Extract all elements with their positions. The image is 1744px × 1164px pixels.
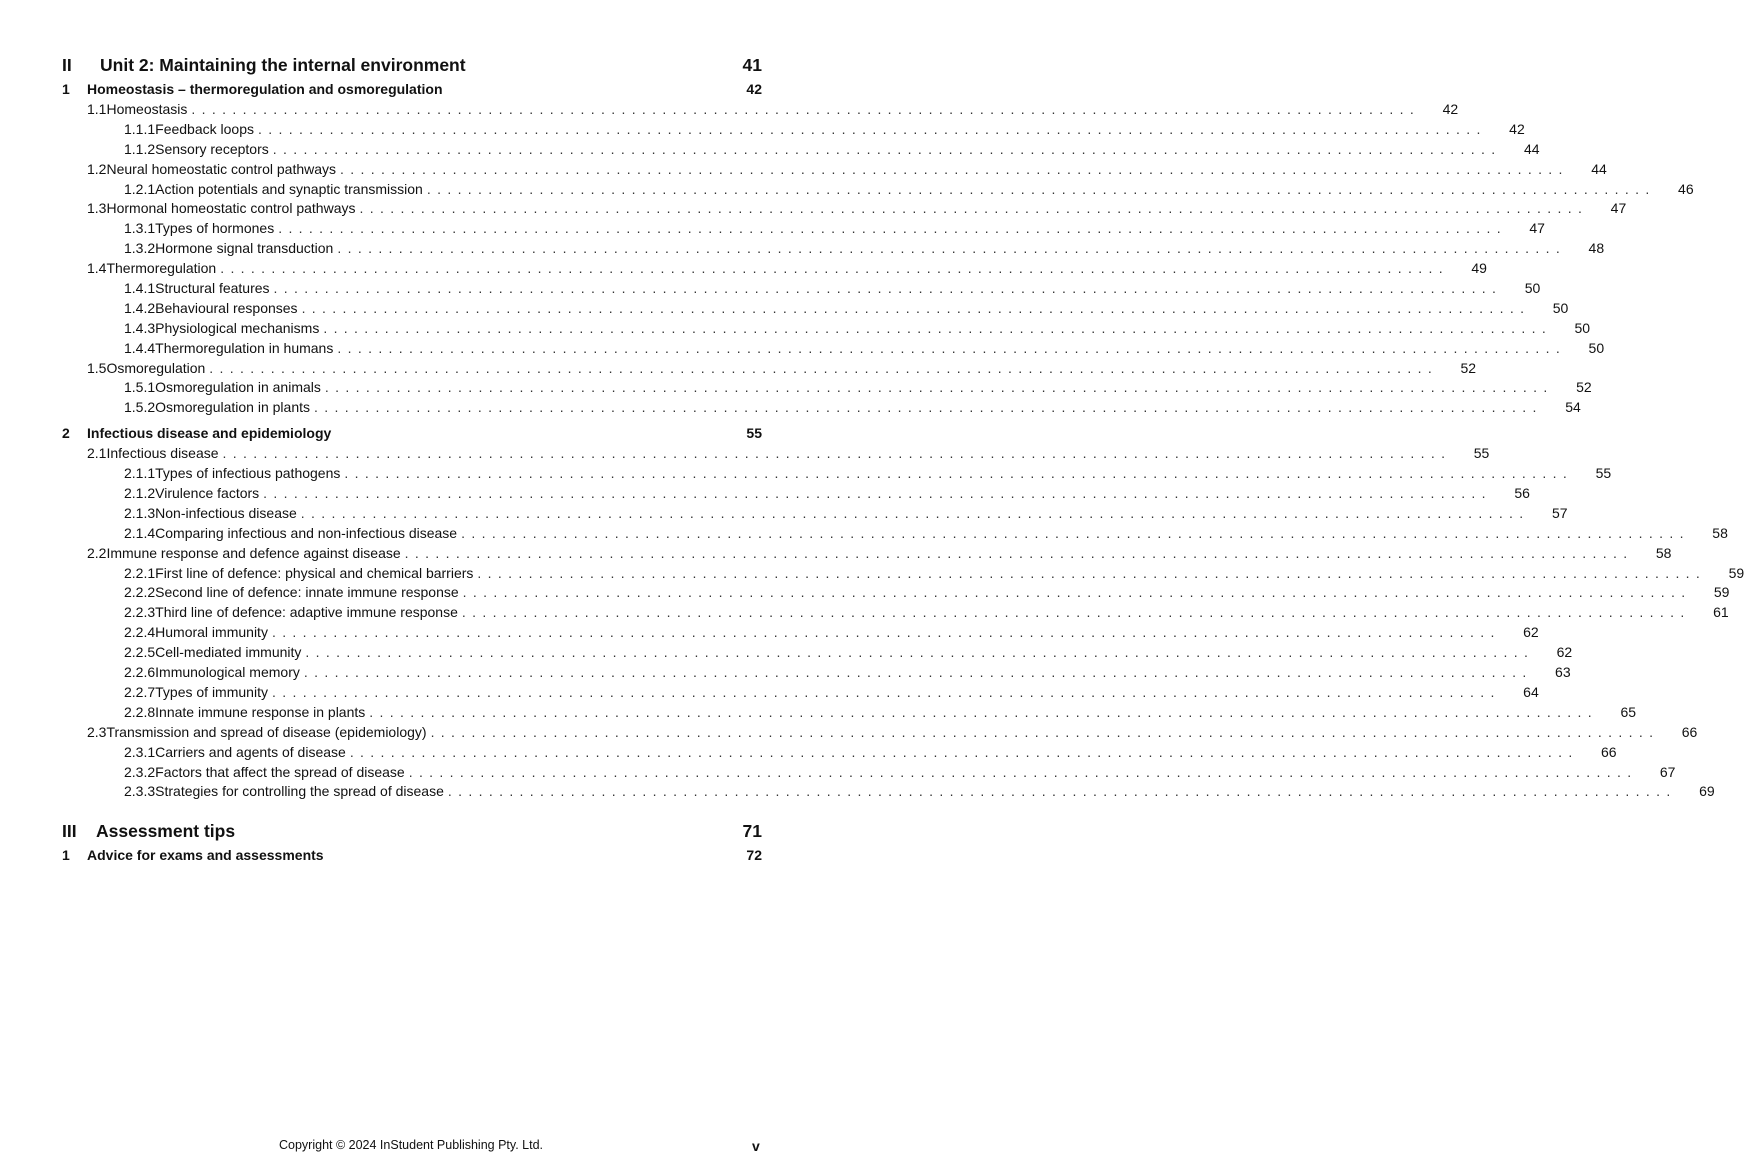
toc-entry-title: Virulence factors <box>155 485 260 502</box>
toc-entry-page: 63 <box>1555 664 1571 681</box>
toc-entry-page: 59 <box>1713 584 1730 601</box>
toc-entry-number: 1.3 <box>87 200 107 217</box>
toc-entry-page: 58 <box>1655 544 1672 561</box>
toc-entry-page: 41 <box>742 55 762 75</box>
toc-entry-title: Osmoregulation in animals <box>155 379 321 396</box>
toc-entry-title: Action potentials and synaptic transmission <box>155 180 423 197</box>
dot-leader: ........................................................................................................................ <box>209 359 1439 376</box>
toc-entry-number: 1.5.2 <box>124 399 156 416</box>
toc-entry-page: 57 <box>1551 504 1568 521</box>
toc-entry-title: Osmoregulation in plants <box>155 399 311 416</box>
dot-leader: ........................................................................................................................ <box>461 604 1691 621</box>
toc-entry-number: 2.3.2 <box>124 763 156 780</box>
toc-entry-title: Assessment tips <box>96 821 236 842</box>
toc-entry-page: 56 <box>1514 485 1530 502</box>
toc-entry-number: 1 <box>62 81 70 97</box>
toc-entry-sub[interactable] <box>62 339 1605 359</box>
toc-entry-sub[interactable] <box>62 683 1539 703</box>
toc-entry-number: 1.1.1 <box>124 120 156 137</box>
toc-entry-title: Advice for exams and assessments <box>87 847 324 864</box>
toc-entry-page: 52 <box>1460 359 1477 376</box>
toc-entry-page: 55 <box>746 425 762 442</box>
toc-entry-chap[interactable] <box>62 422 762 444</box>
toc-entry-title: Osmoregulation <box>106 359 206 376</box>
toc-entry-title: Sensory receptors <box>155 140 269 157</box>
toc-entry-page: 64 <box>1523 683 1539 700</box>
toc-entry-sec[interactable] <box>62 199 1627 219</box>
dot-leader: ........................................................................................................................ <box>272 140 1502 157</box>
toc-entry-page: 62 <box>1523 624 1539 641</box>
toc-entry-page: 62 <box>1556 644 1573 661</box>
toc-entry-number: 1.4.3 <box>124 319 156 336</box>
toc-entry-sub[interactable] <box>62 299 1569 319</box>
toc-entry-number: 2.2.7 <box>124 683 156 700</box>
toc-entry-chap[interactable] <box>62 844 762 866</box>
toc-entry-page: 46 <box>1678 180 1694 197</box>
toc-entry-sub[interactable] <box>62 703 1637 723</box>
toc-entry-page: 54 <box>1565 399 1581 416</box>
toc-entry-sub[interactable] <box>62 663 1571 683</box>
toc-entry-title: Feedback loops <box>155 120 254 137</box>
dot-leader: ........................................................................................................................ <box>314 399 1543 416</box>
toc-entry-number: 1.5 <box>87 359 107 376</box>
toc-entry-page: 49 <box>1471 260 1487 277</box>
toc-entry-number: 2.1.3 <box>124 504 156 521</box>
dot-leader: ........................................................................................................................ <box>323 319 1553 336</box>
dot-leader: ........................................................................................................................ <box>344 465 1574 482</box>
dot-leader: ........................................................................................................................ <box>303 664 1533 681</box>
toc-entry-page: 69 <box>1699 783 1715 800</box>
dot-leader: ........................................................................................................................ <box>477 564 1707 581</box>
dot-leader: ........................................................................................................................ <box>408 763 1638 780</box>
toc-entry-sub[interactable] <box>62 524 1728 544</box>
toc-entry-page: 67 <box>1659 763 1676 780</box>
toc-entry-sec[interactable] <box>62 444 1490 464</box>
toc-entry-sec[interactable] <box>62 544 1672 564</box>
toc-entry-number: 2.2 <box>87 544 107 561</box>
toc-entry-sec[interactable] <box>62 359 1477 379</box>
toc-entry-number: 2.1.1 <box>124 465 156 482</box>
toc-entry-page: 42 <box>1442 101 1459 117</box>
toc-entry-page: 47 <box>1610 200 1627 217</box>
toc-entry-title: Physiological mechanisms <box>155 319 320 336</box>
toc-entry-title: Neural homeostatic control pathways <box>106 160 337 177</box>
toc-entry-page: 72 <box>746 847 762 864</box>
toc-entry-number: 2.2.3 <box>124 604 156 621</box>
dot-leader: ........................................................................................................................ <box>257 120 1487 137</box>
toc-entry-number: 2.2.5 <box>124 644 156 661</box>
toc-entry-number: 2.2.1 <box>124 564 156 581</box>
toc-entry-page: 58 <box>1712 524 1728 541</box>
toc-entry-sub[interactable] <box>62 603 1729 623</box>
toc-entry-sec[interactable] <box>62 259 1487 279</box>
dot-leader: ........................................................................................................................ <box>349 743 1579 760</box>
toc-entry-title: Unit 2: Maintaining the internal environment <box>100 55 466 75</box>
toc-entry-page: 71 <box>742 821 762 842</box>
toc-entry-title: Thermoregulation <box>106 260 217 277</box>
dot-leader: ........................................................................................................................ <box>461 524 1690 541</box>
toc-entry-page: 50 <box>1574 319 1591 336</box>
toc-entry-number: 2.3.1 <box>124 743 156 760</box>
toc-entry-page: 50 <box>1524 280 1541 297</box>
toc-entry-sub[interactable] <box>62 623 1539 643</box>
toc-entry-page: 52 <box>1576 379 1592 396</box>
toc-entry-title: Types of infectious pathogens <box>155 465 341 482</box>
dot-leader: ........................................................................................................................ <box>359 200 1589 217</box>
toc-entry-number: 1.2 <box>87 160 107 177</box>
toc-entry-number: 1.2.1 <box>124 180 156 197</box>
dot-leader: ........................................................................................................................ <box>278 220 1507 237</box>
toc-entry-title: Transmission and spread of disease (epidemiology) <box>106 723 427 740</box>
toc-entry-sub[interactable] <box>62 378 1592 398</box>
toc-entry-sub[interactable] <box>62 239 1605 259</box>
toc-entry-title: Factors that affect the spread of disease <box>155 763 405 780</box>
toc-entry-title: Types of hormones <box>155 220 275 237</box>
toc-entry-title: Humoral immunity <box>155 624 268 641</box>
dot-leader: ........................................................................................................................ <box>404 544 1634 561</box>
table-of-contents <box>62 52 1744 866</box>
toc-entry-number: 2.1.2 <box>124 485 156 502</box>
toc-entry-number: 1.1.2 <box>124 140 156 157</box>
toc-entry-number: 1.1 <box>87 101 107 117</box>
toc-entry-part[interactable] <box>62 818 762 844</box>
toc-entry-title: Second line of defence: innate immune response <box>155 584 459 601</box>
dot-leader: ........................................................................................................................ <box>301 299 1531 316</box>
toc-entry-title: Hormone signal transduction <box>155 240 334 257</box>
toc-entry-page: 42 <box>1509 120 1525 137</box>
dot-leader: ........................................................................................................................ <box>263 485 1492 502</box>
dot-leader: ........................................................................................................................ <box>191 101 1421 117</box>
toc-entry-number: 2.3.3 <box>124 783 156 800</box>
toc-entry-sub[interactable] <box>62 564 1744 584</box>
dot-leader: ........................................................................................................................ <box>340 160 1569 177</box>
toc-entry-title: Carriers and agents of disease <box>155 743 346 760</box>
toc-entry-page: 42 <box>746 81 762 97</box>
toc-entry-sub[interactable] <box>62 319 1591 339</box>
toc-entry-sub[interactable] <box>62 643 1573 663</box>
toc-entry-page: 65 <box>1620 703 1637 720</box>
toc-entry-chap[interactable] <box>62 78 762 100</box>
toc-entry-number: III <box>62 821 77 842</box>
toc-entry-page: 50 <box>1588 339 1605 356</box>
toc-entry-title: Strategies for controlling the spread of disease <box>155 783 444 800</box>
dot-leader: ........................................................................................................................ <box>337 339 1567 356</box>
toc-entry-title: Structural features <box>155 280 270 297</box>
toc-entry-page: 47 <box>1529 220 1545 237</box>
toc-entry-page: 50 <box>1552 299 1569 316</box>
toc-entry-number: 2.2.4 <box>124 624 156 641</box>
dot-leader: ........................................................................................................................ <box>337 240 1567 257</box>
toc-entry-title: Homeostasis – thermoregulation and osmoregulation <box>87 81 443 97</box>
dot-leader: ........................................................................................................................ <box>271 624 1501 641</box>
toc-entry-number: 1.3.1 <box>124 220 156 237</box>
toc-entry-page: 44 <box>1591 160 1607 177</box>
toc-entry-number: 2.2.6 <box>124 664 156 681</box>
toc-entry-title: Third line of defence: adaptive immune response <box>155 604 458 621</box>
toc-entry-number: 2.1.4 <box>124 524 156 541</box>
toc-entry-sub[interactable] <box>62 782 1715 802</box>
toc-entry-sub[interactable] <box>62 763 1676 783</box>
toc-entry-title: Comparing infectious and non-infectious disease <box>155 524 458 541</box>
toc-entry-page: 55 <box>1595 465 1612 482</box>
toc-entry-sec[interactable] <box>62 160 1607 180</box>
dot-leader: ........................................................................................................................ <box>369 703 1599 720</box>
toc-entry-sub[interactable] <box>62 504 1568 524</box>
page-number: v <box>752 1138 760 1154</box>
toc-entry-number: 2.1 <box>87 445 107 462</box>
toc-entry-title: Immune response and defence against disease <box>106 544 401 561</box>
toc-entry-sub[interactable] <box>62 140 1540 160</box>
dot-leader: ........................................................................................................................ <box>271 683 1501 700</box>
toc-entry-part[interactable] <box>62 52 762 78</box>
toc-entry-sub[interactable] <box>62 180 1694 200</box>
toc-entry-sub[interactable] <box>62 279 1541 299</box>
toc-entry-number: 2.2.8 <box>124 703 156 720</box>
dot-leader: ........................................................................................................................ <box>305 644 1535 661</box>
toc-entry-title: Immunological memory <box>155 664 300 681</box>
toc-entry-title: First line of defence: physical and chemical barriers <box>155 564 474 581</box>
toc-entry-page: 48 <box>1588 240 1605 257</box>
toc-entry-sub[interactable] <box>62 398 1581 418</box>
toc-entry-page: 66 <box>1601 743 1617 760</box>
toc-entry-page: 55 <box>1473 445 1490 462</box>
toc-entry-page: 66 <box>1681 723 1698 740</box>
toc-entry-sub[interactable] <box>62 583 1730 603</box>
toc-entry-title: Infectious disease <box>106 445 219 462</box>
toc-entry-number: 1.5.1 <box>124 379 156 396</box>
toc-entry-sec[interactable] <box>62 723 1698 743</box>
toc-entry-number: 2.3 <box>87 723 107 740</box>
toc-entry-page: 61 <box>1713 604 1729 621</box>
toc-entry-number: 1.3.2 <box>124 240 156 257</box>
toc-entry-sub[interactable] <box>62 120 1525 140</box>
toc-entry-number: 1.4.4 <box>124 339 156 356</box>
toc-entry-title: Homeostasis <box>106 101 188 117</box>
toc-entry-sub[interactable] <box>62 219 1545 239</box>
toc-entry-title: Hormonal homeostatic control pathways <box>106 200 356 217</box>
toc-entry-sub[interactable] <box>62 484 1530 504</box>
dot-leader: ........................................................................................................................ <box>462 584 1692 601</box>
toc-entry-page: 44 <box>1523 140 1540 157</box>
dot-leader: ........................................................................................................................ <box>447 783 1677 800</box>
dot-leader: ........................................................................................................................ <box>430 723 1660 740</box>
toc-entry-sub[interactable] <box>62 464 1612 484</box>
toc-entry-title: Thermoregulation in humans <box>155 339 334 356</box>
dot-leader: ........................................................................................................................ <box>220 260 1449 277</box>
toc-entry-number: 2 <box>62 425 70 442</box>
toc-entry-number: 1.4.2 <box>124 299 156 316</box>
toc-entry-sec[interactable] <box>62 100 1459 120</box>
toc-entry-page: 59 <box>1728 564 1744 581</box>
dot-leader: ........................................................................................................................ <box>324 379 1554 396</box>
copyright-notice: Copyright © 2024 InStudent Publishing Pty. Ltd. <box>279 1138 544 1152</box>
toc-entry-title: Cell-mediated immunity <box>155 644 302 661</box>
dot-leader: ........................................................................................................................ <box>300 504 1530 521</box>
dot-leader: ........................................................................................................................ <box>222 445 1452 462</box>
toc-entry-title: Behavioural responses <box>155 299 298 316</box>
toc-entry-sub[interactable] <box>62 743 1617 763</box>
toc-entry-title: Innate immune response in plants <box>155 703 366 720</box>
dot-leader: ........................................................................................................................ <box>426 180 1656 197</box>
toc-entry-number: II <box>62 55 72 75</box>
toc-entry-number: 1.4.1 <box>124 280 156 297</box>
toc-entry-number: 2.2.2 <box>124 584 156 601</box>
toc-entry-title: Infectious disease and epidemiology <box>87 425 332 442</box>
toc-entry-number: 1 <box>62 847 70 864</box>
toc-entry-title: Types of immunity <box>155 683 268 700</box>
dot-leader: ........................................................................................................................ <box>273 280 1503 297</box>
toc-entry-title: Non-infectious disease <box>155 504 297 521</box>
toc-entry-number: 1.4 <box>87 260 107 277</box>
